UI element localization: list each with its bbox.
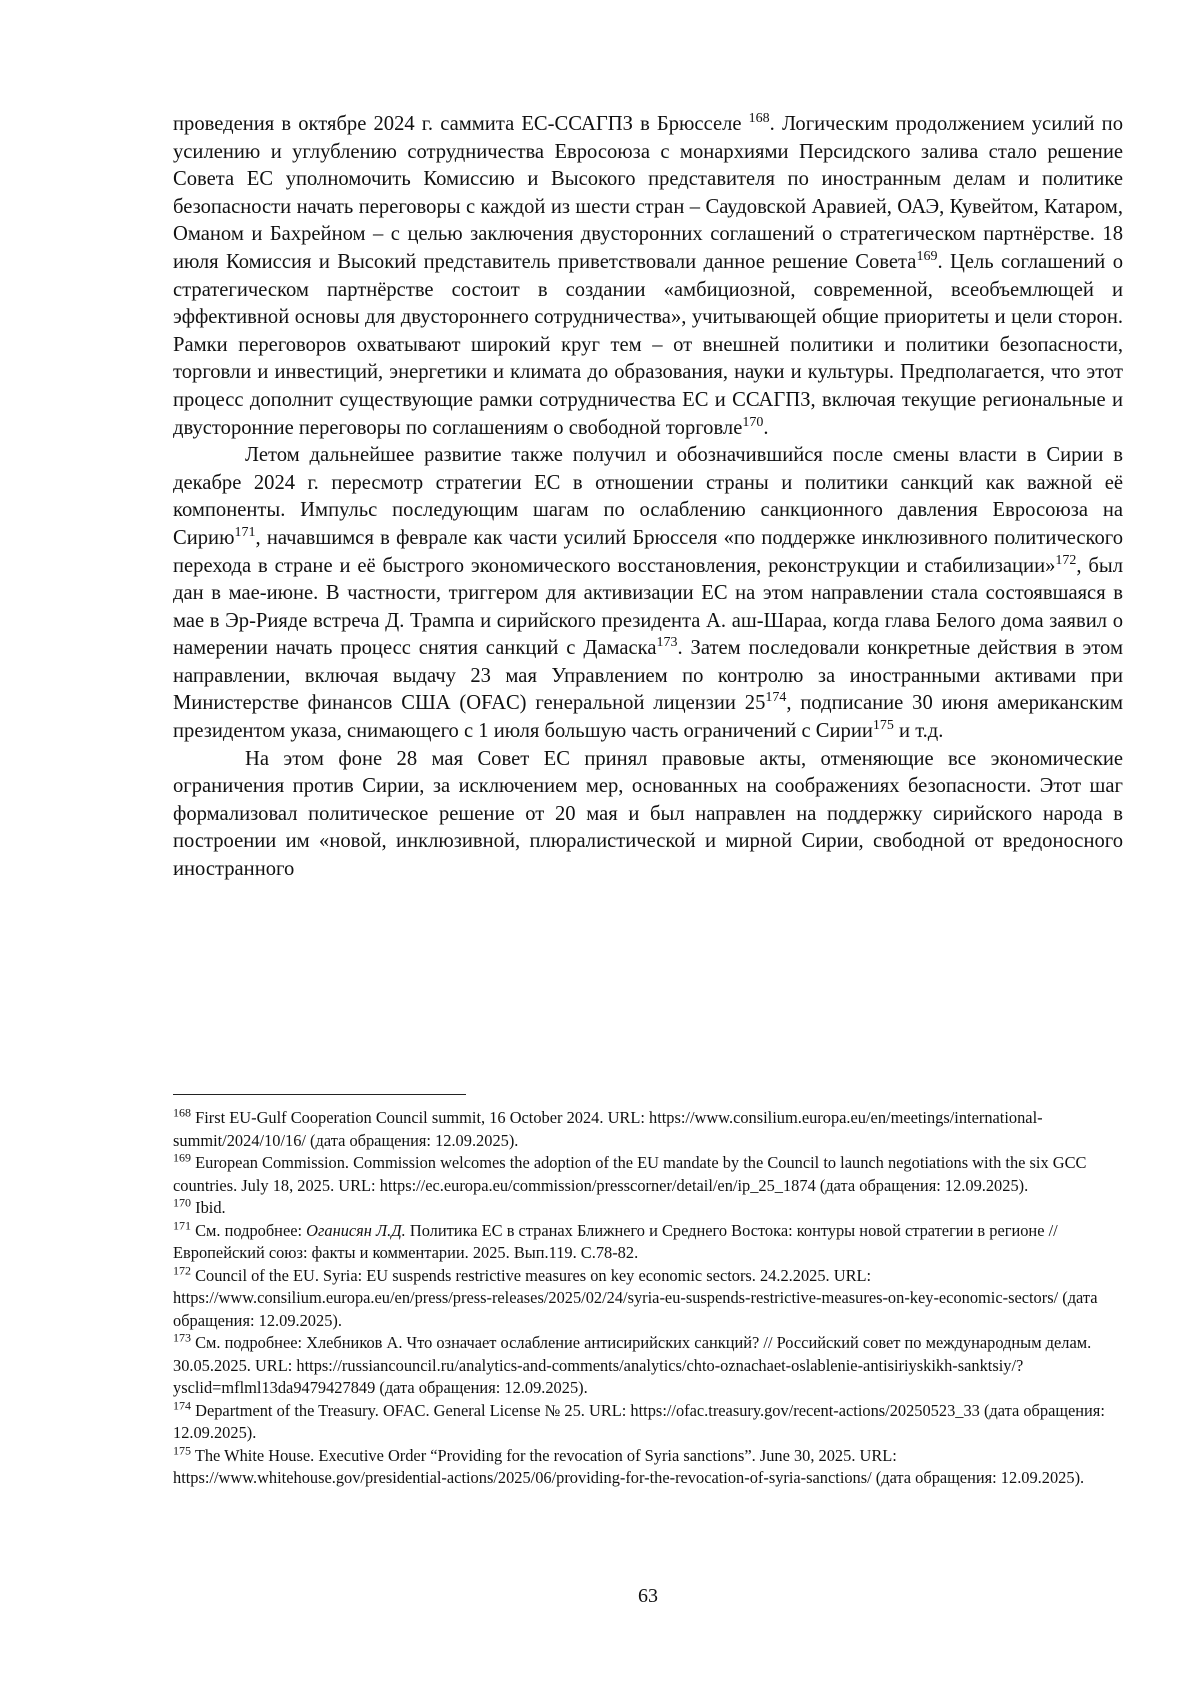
text-span: . Цель соглашений о стратегическом партнёрстве состоит в создании «амбициозной, современной, всеобъемлющей и эффективной основы для двустороннего сотрудничества», учитывающей общие приоритеты и цели сторон. Рамки переговоров охватывают широкий круг тем – от внешней политики и политики безопасности, торговли и инвестиций, энергетики и климата до образования, науки и культуры. Предполагается, что этот процесс дополнит существующие рамки сотрудничества ЕС и ССАГПЗ, включая текущие региональные и двусторонние переговоры по соглашениям о свободной торговле [173,250,1123,439]
paragraph-3 [173,746,1123,884]
footnote-text: См. подробнее: Хлебников А. Что означает ослабление антисирийских санкций? // Российский совет по международным делам. 30.05.2025. URL: https://russiancouncil.ru/analytics-and-comments/analytics/chto-oznachaet-oslablenie-antisiriyskikh-sanktsiy/?ysclid=mflml13da9479427849 (дата обращения: 12.09.2025). [173,1333,1092,1397]
footnote-text: The White House. Executive Order “Providing for the revocation of Syria sanctions”. June 30, 2025. URL: https://www.whitehouse.gov/presidential-actions/2025/06/providing-for-the-revocation-of-syria-sanctions/ (дата обращения: 12.09.2025). [173,1445,1085,1487]
footnote-171 [173,1220,1123,1265]
text-span: Летом дальнейшее развитие также получил и обозначившийся после смены власти в Сирии в декабре 2024 г. пересмотр стратегии ЕС в отношении страны и политики санкций как важной её компоненты. Импульс последующим шагам по ослаблению санкционного давления Евросоюза на Сирию [173,444,1123,549]
footnote-ref[interactable]: 170 [742,414,764,430]
text-span: проведения в октябре 2024 г. саммита ЕС-ССАГПЗ в Брюсселе [173,113,742,135]
footnote-ref[interactable]: 171 [234,525,256,541]
text-span: . Затем последовали конкретные действия в этом направлении, включая выдачу 23 мая Управлением по контролю за иностранными активами при Министерстве финансов США (OFAC) генеральной лицензии 25 [173,637,1123,715]
footnote-ref[interactable]: 168 [748,111,770,127]
footnote-text: Политика ЕС в странах Ближнего и Среднего Востока: контуры новой стратегии в регионе // Европейский союз: факты и комментарии. 2025. Вып.119. С.78-82. [173,1220,1058,1262]
footnote-number: 174 [173,1398,191,1413]
footnote-separator [173,1094,466,1095]
paragraph-2 [173,442,1123,746]
page-number: 63 [638,1585,658,1607]
footnote-ref[interactable]: 169 [916,249,938,265]
text-span: На этом фоне 28 мая Совет ЕС принял правовые акты, отменяющие все экономические ограничения против Сирии, за исключением мер, основанных на соображениях безопасности. Этот шаг формализовал политическое решение от 20 мая и был направлен на поддержку сирийского народа в построении им «новой, инклюзивной, плюралистической и мирной Сирии, свободной от вредоносного иностранного [173,747,1123,881]
footnote-text: European Commission. Commission welcomes the adoption of the EU mandate by the Council to launch negotiations with the six GCC countries. July 18, 2025. URL: https://ec.europa.eu/commission/presscorner/detail/en/ip_25_1874 (дата обращения: 12.09.2025). [173,1153,1087,1195]
text-span: и т.д. [893,720,944,743]
footnotes [173,1107,1123,1490]
text-span: , начавшимся в феврале как части усилий Брюсселя «по поддержке инклюзивного политического перехода в стране и её быстрого экономического восстановления, реконструкции и стабилизации» [173,526,1123,577]
footnote-number: 171 [173,1218,191,1233]
footnote-text: Department of the Treasury. OFAC. General License № 25. URL: https://ofac.treasury.gov/recent-actions/20250523_33 (дата обращения: 12.09.2025). [173,1400,1105,1442]
footnote-170 [173,1197,1123,1220]
footnote-173 [173,1332,1123,1400]
paragraph-1 [173,111,1123,442]
footnote-number: 175 [173,1443,191,1458]
footnote-172 [173,1265,1123,1333]
footnote-ref[interactable]: 175 [872,718,894,734]
footnote-174 [173,1400,1123,1445]
text-span: . Логическим продолжением усилий по усилению и углублению сотрудничества Евросоюза с монархиями Персидского залива стало решение Совета ЕС уполномочить Комиссию и Высокого представителя по иностранным делам и политике безопасности начать переговоры с каждой из шести стран – Саудовской Аравией, ОАЭ, Кувейтом, Катаром, Оманом и Бахрейном – с целью заключения двусторонних соглашений о стратегическом партнёрстве. 18 июля Комиссия и Высокий представитель приветствовали данное решение Совета [173,113,1123,273]
footnote-number: 172 [173,1263,191,1278]
footnote-number: 168 [173,1105,191,1120]
footnote-number: 170 [173,1195,191,1210]
text-span: , подписание 30 июня американским президентом указа, снимающего с 1 июля большую часть ограничений с Сирии [173,692,1123,743]
footnote-ref[interactable]: 173 [656,635,678,651]
footnote-number: 169 [173,1150,191,1165]
main-text [173,111,1123,884]
footnote-author: Оганисян Л.Д. [306,1220,406,1240]
footnote-text: Ibid. [195,1198,226,1217]
footnote-ref[interactable]: 172 [1055,552,1077,568]
footnote-number: 173 [173,1330,191,1345]
footnote-ref[interactable]: 174 [765,690,787,706]
footnote-text: Council of the EU. Syria: EU suspends restrictive measures on key economic sectors. 24.2.2025. URL: https://www.consilium.europa.eu/en/press/press-releases/2025/02/24/syria-eu-suspends-restrictive-measures-on-key-economic-sectors/ (дата обращения: 12.09.2025). [173,1265,1098,1330]
footnote-168 [173,1107,1123,1152]
footnote-prefix: См. подробнее: [195,1220,307,1240]
footnote-169 [173,1152,1123,1197]
text-span: . [763,416,769,439]
footnote-text: First EU-Gulf Cooperation Council summit, 16 October 2024. URL: https://www.consilium.europa.eu/en/meetings/international-summit/2024/10/16/ (дата обращения: 12.09.2025). [173,1108,1043,1150]
footnote-175 [173,1445,1123,1490]
text-span: , был дан в мае-июне. В частности, триггером для активизации ЕС на этом направлении стала состоявшаяся в мае в Эр-Рияде встреча Д. Трампа и сирийского президента А. аш-Шараа, когда глава Белого дома заявил о намерении начать процесс снятия санкций с Дамаска [173,554,1123,660]
